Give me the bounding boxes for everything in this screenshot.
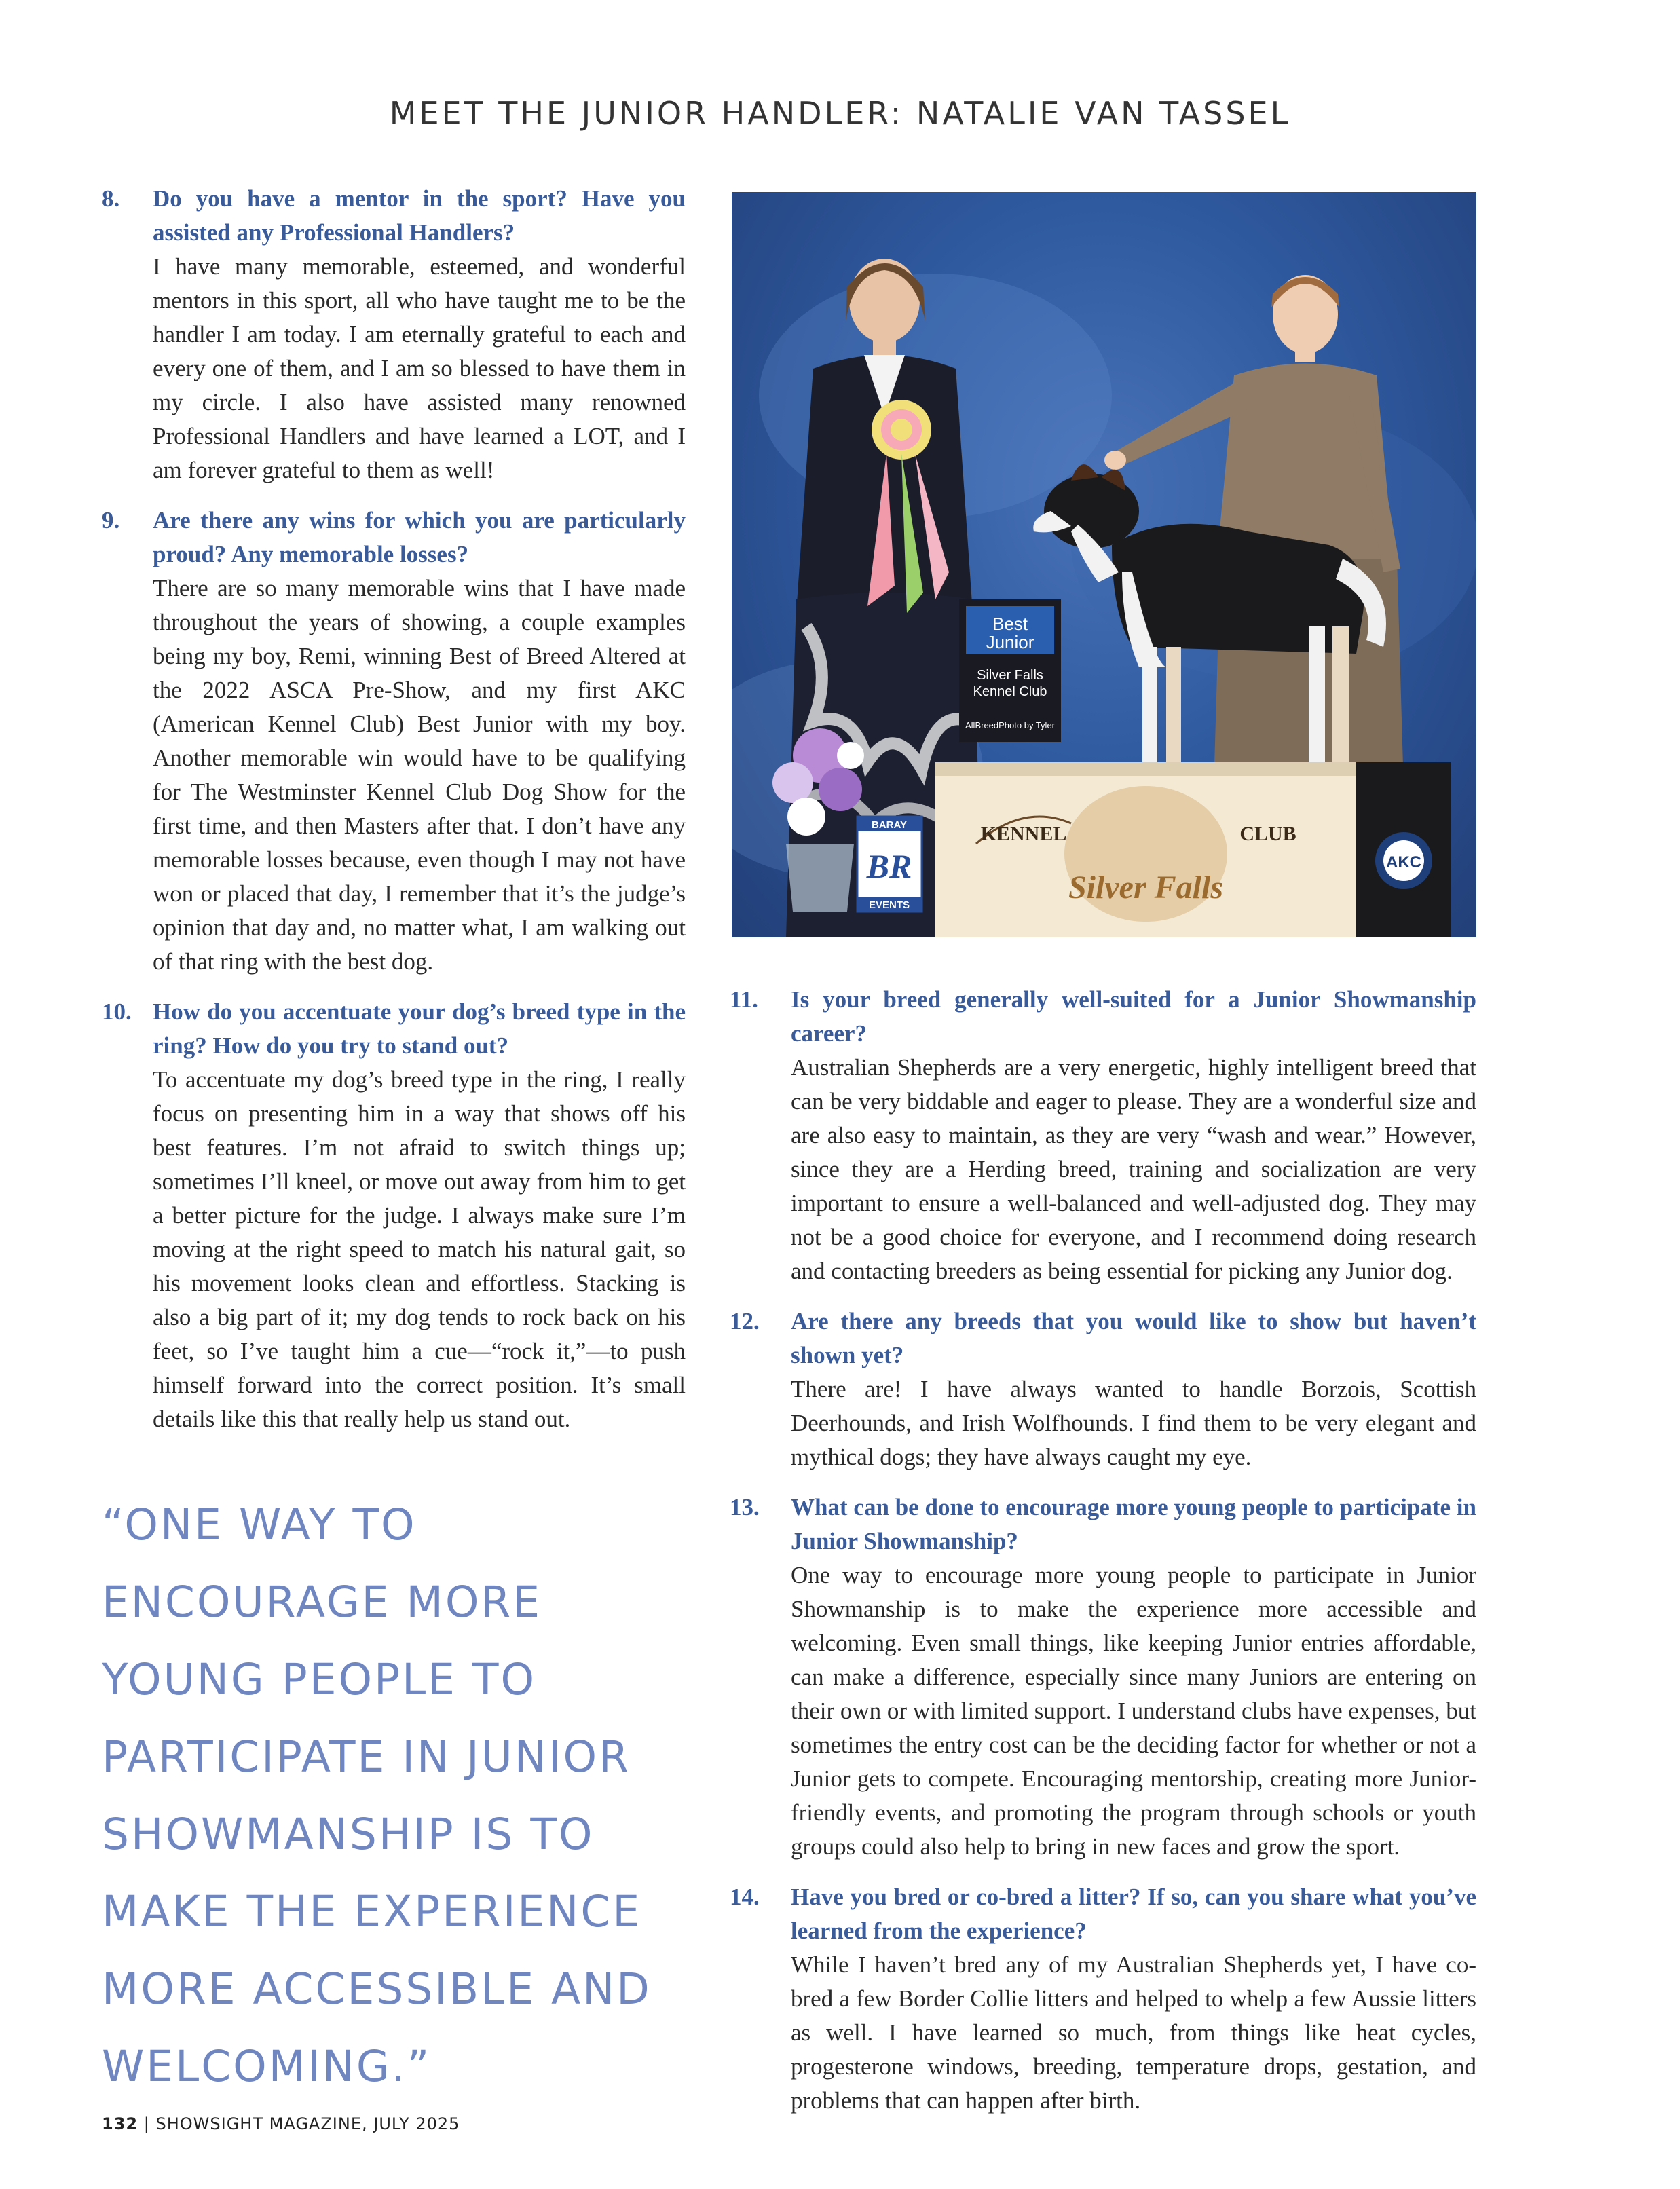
sign-credit: AllBreedPhoto by Tyler bbox=[965, 720, 1055, 730]
pull-quote: “ONE WAY TO ENCOURAGE MORE YOUNG PEOPLE TO PARTICIPATE IN JUNIOR SHOWMANSHIP IS TO MAKE THE EXPERIENCE MORE ACCESSIBLE AND WELCOMING.” bbox=[102, 1500, 652, 2091]
logo-mid-text: BR bbox=[866, 847, 912, 885]
qa-item-10 bbox=[102, 995, 686, 1436]
question bbox=[102, 182, 686, 250]
question-text: Is your breed generally well-suited for a Junior Showmanship career? bbox=[791, 986, 1476, 1047]
question bbox=[730, 1491, 1476, 1558]
show-photo bbox=[732, 192, 1476, 937]
answer-text: There are! I have always wanted to handle Borzois, Scottish Deerhounds, and Irish Wolfhounds. I find them to be very elegant and mythical dogs; they have always caught my eye. bbox=[791, 1376, 1476, 1470]
question bbox=[730, 1880, 1476, 1948]
qa-item-9 bbox=[102, 504, 686, 979]
logo-bottom-text: EVENTS bbox=[868, 899, 910, 911]
question-text: How do you accentuate your dog’s breed type in the ring? How do you try to stand out? bbox=[153, 998, 686, 1059]
page-number: 132 bbox=[102, 2114, 138, 2133]
publication-name: SHOWSIGHT MAGAZINE, JULY 2025 bbox=[155, 2114, 460, 2133]
left-column bbox=[102, 182, 686, 1453]
answer-text: Australian Shepherds are a very energetic, highly intelligent breed that can be very biddable and eager to please. They are a wonderful size and are also easy to maintain, as they are very “wash and wear.” However, since they are a Herding breed, training and socialization are very important to ensure a well-balanced and well-adjusted dog. They may not be a good choice for everyone, and I recommend doing research and contacting breeders as being essential for picking any Junior dog. bbox=[791, 1054, 1476, 1284]
page-footer bbox=[102, 2114, 460, 2133]
sign-line1: Best bbox=[992, 614, 1028, 634]
footer-separator: | bbox=[143, 2114, 150, 2133]
right-column bbox=[730, 983, 1476, 2134]
question-number: 12. bbox=[730, 1308, 760, 1334]
question-number: 11. bbox=[730, 986, 758, 1013]
question bbox=[102, 504, 686, 572]
answer-text: I have many memorable, esteemed, and wonderful mentors in this sport, all who have taught me to be the handler I am today. I am eternally grateful to each and every one of them, and I am so blessed to have them in my circle. I also have assisted many renowned Professional Handlers and have learned a LOT, and I am forever grateful to them as well! bbox=[153, 253, 686, 483]
akc-logo-text: AKC bbox=[1386, 853, 1421, 872]
qa-item-8 bbox=[102, 182, 686, 487]
logo-top-text: BARAY bbox=[872, 819, 907, 831]
question-text: Do you have a mentor in the sport? Have you assisted any Professional Handlers? bbox=[153, 185, 686, 246]
answer-text: One way to encourage more young people to participate in Junior Showmanship is to make the experience more accessible and welcoming. Even small things, like keeping Junior entries affordable, can make a difference, especially since many Juniors are entering on their own or with limited support. I understand clubs have expenses, but sometimes the entry cost can be the deciding factor for whether or not a Junior gets to compete. Encouraging mentorship, creating more Junior-friendly events, and promoting the program through schools or youth groups could also help to bring in new faces and grow the sport. bbox=[791, 1562, 1476, 1860]
question-text: Have you bred or co-bred a litter? If so, can you share what you’ve learned from the experience? bbox=[791, 1884, 1476, 1944]
question-text: Are there any breeds that you would like to show but haven’t shown yet? bbox=[791, 1308, 1476, 1368]
qa-item-13 bbox=[730, 1491, 1476, 1864]
question-text: What can be done to encourage more young people to participate in Junior Showmanship? bbox=[791, 1494, 1476, 1554]
answer-text: There are so many memorable wins that I have made throughout the years of showing, a couple examples being my boy, Remi, winning Best of Breed Altered at the 2022 ASCA Pre-Show, and my first AKC (American Kennel Club) Best Junior with my boy. Another memorable win would have to be qualifying for The Westminster Kennel Club Dog Show for the first time, and then Masters after that. I don’t have any memorable losses because, even though I may not have won or placed that day, I remember that it’s the judge’s opinion that day and, no matter what, I am walking out of that ring with the best dog. bbox=[153, 575, 686, 975]
question-number: 14. bbox=[730, 1884, 760, 1910]
podium bbox=[935, 762, 1451, 937]
question bbox=[102, 995, 686, 1063]
question-number: 8. bbox=[102, 185, 120, 212]
qa-item-11 bbox=[730, 983, 1476, 1288]
question bbox=[730, 1305, 1476, 1372]
page-header-title: MEET THE JUNIOR HANDLER: NATALIE VAN TASSEL bbox=[389, 95, 1291, 132]
question bbox=[730, 983, 1476, 1051]
banner-right-text: CLUB bbox=[1239, 823, 1296, 845]
question-number: 13. bbox=[730, 1494, 760, 1520]
question-text: Are there any wins for which you are particularly proud? Any memorable losses? bbox=[153, 507, 686, 567]
qa-item-14 bbox=[730, 1880, 1476, 2118]
best-junior-sign bbox=[959, 599, 1061, 742]
answer-text: To accentuate my dog’s breed type in the ring, I really focus on presenting him in a way that shows off his best features. I’m not afraid to switch things up; sometimes I’ll kneel, or move out away from him to get a better picture for the judge. I always make sure I’m moving at the right speed to match his natural gait, so his movement looks clean and effortless. Stacking is also a big part of it; my dog tends to rock back on his feet, so I’ve taught him a cue—“rock it,”—to push himself forward into the correct position. It’s small details like this that really help us stand out. bbox=[153, 1066, 686, 1432]
question-number: 9. bbox=[102, 507, 120, 534]
qa-item-12 bbox=[730, 1305, 1476, 1474]
sign-line2: Junior bbox=[986, 632, 1034, 652]
br-events-logo bbox=[857, 817, 922, 912]
question-number: 10. bbox=[102, 998, 132, 1025]
answer-text: While I haven’t bred any of my Australian Shepherds yet, I have co-bred a few Border Collie litters and helped to whelp a few Aussie litters as well. I have learned so much, from things like heat cycles, progesterone windows, breeding, temperature drops, gestation, and problems that can happen after birth. bbox=[791, 1951, 1476, 2114]
sign-line3: Silver Falls bbox=[977, 668, 1043, 683]
banner-left-text: KENNEL bbox=[980, 823, 1067, 845]
sign-line4: Kennel Club bbox=[973, 684, 1047, 699]
banner-center-text: Silver Falls bbox=[1068, 869, 1224, 905]
